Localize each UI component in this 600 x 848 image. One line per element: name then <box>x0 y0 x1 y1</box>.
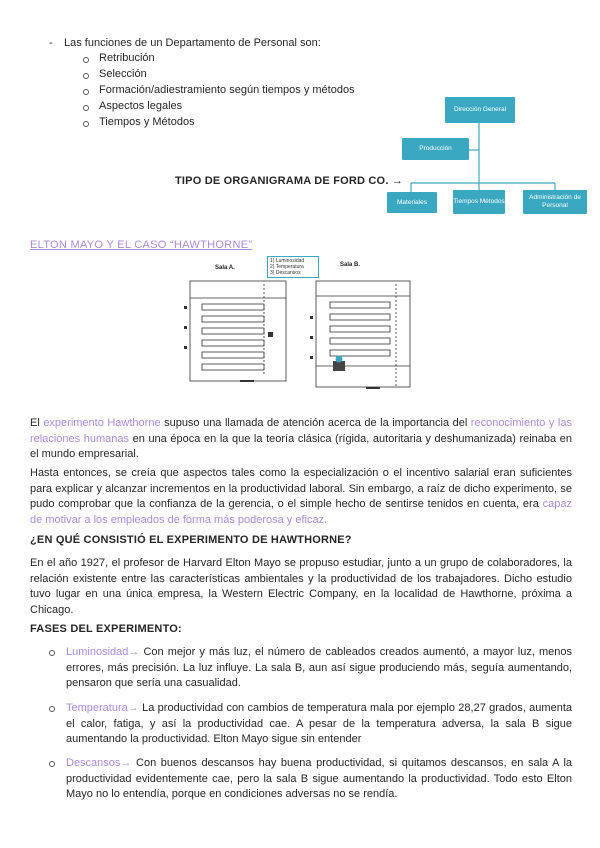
phase-name: Descansos <box>66 757 121 769</box>
org-box-administracion: Administración de Personal <box>523 190 587 214</box>
highlight-motivar: capaz de motivar a los empleados de forma más poderosa y eficaz. <box>30 498 572 526</box>
functions-lead: Las funciones de un Departamento de Personal son: <box>64 37 321 49</box>
paragraph-1927: En el año 1927, el profesor de Harvard Elton Mayo se propuso estudiar, junto a un grupo de colaboradores, la relación existente entre las características ambientales y la productividad de los trabajadores. Dicho estudio tuvo lugar en una única empresa, la Western Electric Company, en la localidad de Hawthorne, próxima a Chicago. <box>30 557 572 616</box>
highlight-reconocimiento: reconocimiento y las relaciones humanas <box>30 417 572 445</box>
highlight-experimento: experimento Hawthorne <box>43 417 161 429</box>
arrow-icon: → <box>128 646 140 658</box>
heading-consistio: ¿EN QUÉ CONSISTIÓ EL EXPERIMENTO DE HAWTHORNE? <box>30 534 352 546</box>
hawthorne-rooms-drawing <box>180 276 420 400</box>
dash-bullet: - <box>49 37 53 49</box>
org-chart-caption: TIPO DE ORGANIGRAMA DE FORD CO. → <box>175 175 404 187</box>
phase-name: Temperatura <box>66 702 128 714</box>
bullet-icon <box>49 761 55 767</box>
bullet-icon <box>49 706 55 712</box>
figure-legend: 1) Luminosidad 2) Temperatura 3) Descansos <box>267 256 319 278</box>
heading-fases: FASES DEL EXPERIMENTO: <box>30 623 182 635</box>
paragraph-intro: El experimento Hawthorne supuso una llamada de atención acerca de la importancia del reconocimiento y las relaciones humanas en una época en la que la teoría clásica (rígida, autoritaria y deshumanizada) reinaba en el mundo empresarial. <box>30 417 572 460</box>
arrow-icon: → <box>120 757 132 769</box>
org-box-produccion: Producción <box>402 138 469 160</box>
org-box-direccion: Dirección General <box>445 97 515 123</box>
arrow-icon: → <box>127 702 139 714</box>
paragraph-hasta-entonces: Hasta entonces, se creía que aspectos tales como la especialización o el incentivo salarial eran suficientes para explicar y alcanzar incrementos en la productividad laboral. Sin embargo, a raíz de dicho experimento, se pudo comprobar que la confianza de la gerencia, o el simple hecho de sentirse tenidos en cuenta, era capaz de motivar a los empleados de forma más poderosa y eficaz. <box>30 467 572 526</box>
sala-a-label: Sala A. <box>215 265 235 271</box>
section-title[interactable]: ELTON MAYO Y EL CASO “HAWTHORNE” <box>30 239 253 251</box>
org-box-tiempos: Tiempos Métodos <box>453 190 505 214</box>
bullet-icon <box>49 650 55 656</box>
phase-name: Luminosidad <box>66 646 129 658</box>
org-box-materiales: Materiales <box>387 192 437 213</box>
sala-b-label: Sala B. <box>340 262 361 268</box>
